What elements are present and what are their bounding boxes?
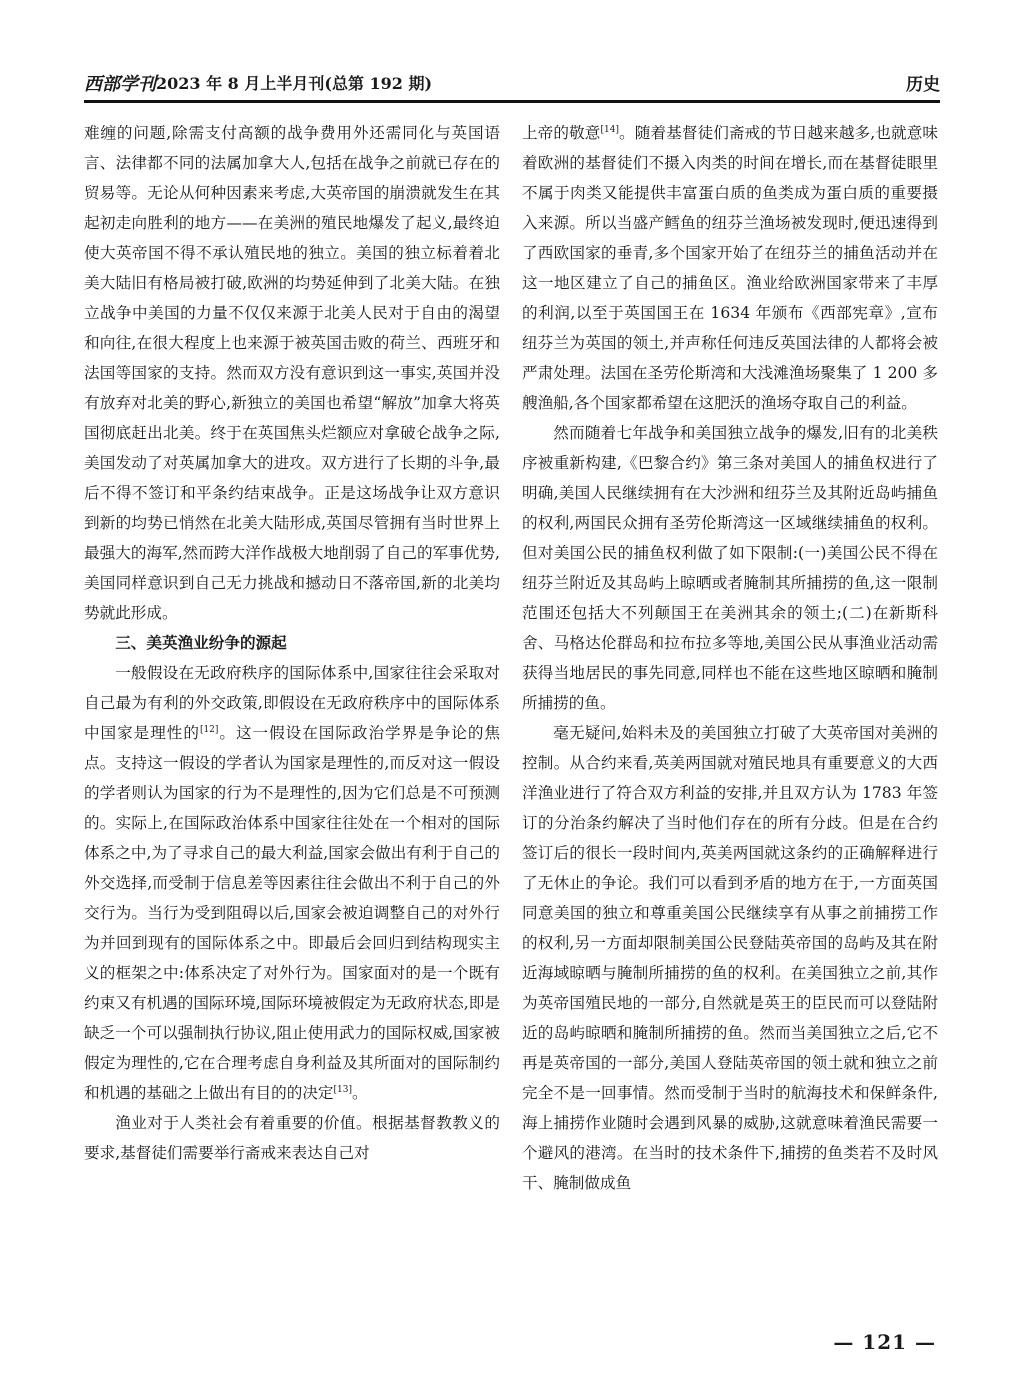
- journal-logo: 西部学刊: [84, 74, 156, 95]
- running-header: [84, 70, 940, 96]
- paragraph: 毫无疑问,始料未及的美国独立打破了大英帝国对美洲的控制。从合约来看,英美两国就对殖民地具有重要意义的大西洋渔业进行了符合双方利益的安排,并且双方认为 1783 年签订的分治条约解决了当时他们存在的所有分歧。但是在合约签订后的很长一段时间内,英美两国就这条约的正确解释进行了无休止的争论。我们可以看到矛盾的地方在于,一方面英国同意美国的独立和尊重美国公民继续享有从事之前捕捞工作的权利,另一方面却限制美国公民登陆英帝国的岛屿及其在附近海域晾晒与腌制所捕捞的鱼的权利。在美国独立之前,其作为英帝国殖民地的一部分,自然就是英王的臣民而可以登陆附近的岛屿晾晒和腌制所捕捞的鱼。然而当美国独立之后,它不再是英帝国的一部分,美国人登陆英帝国的领土就和独立之前完全不是一回事情。然而受制于当时的航海技术和保鲜条件,海上捕捞作业随时会遇到风暴的威胁,这就意味着渔民需要一个避风的港湾。在当时的技术条件下,捕捞的鱼类若不及时风干、腌制做成鱼: [522, 724, 938, 1192]
- citation-ref: [13]: [333, 1085, 352, 1095]
- citation-ref: [12]: [199, 725, 219, 735]
- paragraph: 难缠的问题,除需支付高额的战争费用外还需同化与英国语言、法律都不同的法属加拿大人,包括在战争之前就已存在的贸易等。无论从何种因素来考虑,大英帝国的崩溃就发生在其起初走向胜利的地方——在美洲的殖民地爆发了起义,最终迫使大英帝国不得不承认殖民地的独立。美国的独立标着着北美大陆旧有格局被打破,欧洲的均势延伸到了北美大陆。在独立战争中美国的力量不仅仅来源于北美人民对于自由的渴望和向往,在很大程度上也来源于被英国击败的荷兰、西班牙和法国等国家的支持。然而双方没有意识到这一事实,英国并没有放弃对北美的野心,新独立的美国也希望“解放”加拿大将英国彻底赶出北美。终于在英国焦头烂额应对拿破仑战争之际,美国发动了对英属加拿大的进攻。双方进行了长期的斗争,最后不得不签订和平条约结束战争。正是这场战争让双方意识到新的均势已悄然在北美大陆形成,英国尽管拥有当时世界上最强大的海军,然而跨大洋作战极大地削弱了自己的军事优势,美国同样意识到自己无力挑战和撼动日不落帝国,新的北美均势就此形成。: [84, 124, 500, 622]
- paragraph-text: 。: [352, 1084, 368, 1102]
- paragraph-text: 上帝的敬意: [522, 124, 601, 142]
- paragraph: 然而随着七年战争和美国独立战争的爆发,旧有的北美秩序被重新构建,《巴黎合约》第三条对美国人的捕鱼权进行了明确,美国人民继续拥有在大沙洲和纽芬兰及其附近岛屿捕鱼的权利,两国民众拥有圣劳伦斯湾这一区域继续捕鱼的权利。但对美国公民的捕鱼权利做了如下限制:(一)美国公民不得在纽芬兰附近及其岛屿上晾晒或者腌制其所捕捞的鱼,这一限制范围还包括大不列颠国王在美洲其余的领土;(二)在新斯科舍、马格达伦群岛和拉布拉多等地,美国公民从事渔业活动需获得当地居民的事先同意,同样也不能在这些地区晾晒和腌制所捕捞的鱼。: [522, 424, 938, 712]
- section-title: 历史: [906, 75, 940, 95]
- citation-ref: [14]: [600, 125, 619, 135]
- paragraph: [84, 658, 500, 1108]
- page-number: — 121 —: [833, 1330, 936, 1354]
- paragraph-text: 一般假设在无政府秩序的国际体系中,国家往往会采取对自己最为有利的外交政策,即假设在无政府秩序中的国际体系中国家是理性的: [84, 664, 500, 742]
- header-rule: [84, 100, 940, 103]
- right-column: [522, 118, 938, 1198]
- paragraph-text: 。这一假设在国际政治学界是争论的焦点。支持这一假设的学者认为国家是理性的,而反对这一假设的学者则认为国家的行为不是理性的,因为它们总是不可预测的。实际上,在国际政治体系中国家往往处在一个相对的国际体系之中,为了寻求自己的最大利益,国家会做出有利于自己的外交选择,而受制于信息差等因素往往会做出不利于自己的外交行为。当行为受到阻碍以后,国家会被迫调整自己的对外行为并回到现有的国际体系之中。即最后会回归到结构现实主义的框架之中:体系决定了对外行为。国家面对的是一个既有约束又有机遇的国际环境,国际环境被假定为无政府状态,即是缺乏一个可以强制执行协议,阻止使用武力的国际权威,国家被假定为理性的,它在合理考虑自身利益及其所面对的国际制约和机遇的基础之上做出有目的的决定: [84, 724, 500, 1102]
- left-column: [84, 118, 500, 1168]
- paragraph: 渔业对于人类社会有着重要的价值。根据基督教教义的要求,基督徒们需要举行斋戒来表达自己对: [84, 1114, 500, 1162]
- paragraph-text: 。随着基督徒们斋戒的节日越来越多,也就意味着欧洲的基督徒们不摄入肉类的时间在增长,而在基督徒眼里不属于肉类又能提供丰富蛋白质的鱼类成为蛋白质的重要摄入来源。所以当盛产鳕鱼的纽芬兰渔场被发现时,便迅速得到了西欧国家的垂青,多个国家开始了在纽芬兰的捕鱼活动并在这一地区建立了自己的捕鱼区。渔业给欧洲国家带来了丰厚的利润,以至于英国国王在 1634 年颁布《西部宪章》,宣布纽芬兰为英国的领土,并声称任何违反英国法律的人都将会被严肃处理。法国在圣劳伦斯湾和大浅滩渔场聚集了 1 200 多艘渔船,各个国家都希望在这肥沃的渔场夺取自己的利益。: [522, 124, 938, 412]
- paragraph: [522, 118, 938, 418]
- issue-info: 2023 年 8 月上半月刊(总第 192 期): [156, 74, 433, 93]
- section-heading: 三、美英渔业纷争的源起: [115, 634, 287, 652]
